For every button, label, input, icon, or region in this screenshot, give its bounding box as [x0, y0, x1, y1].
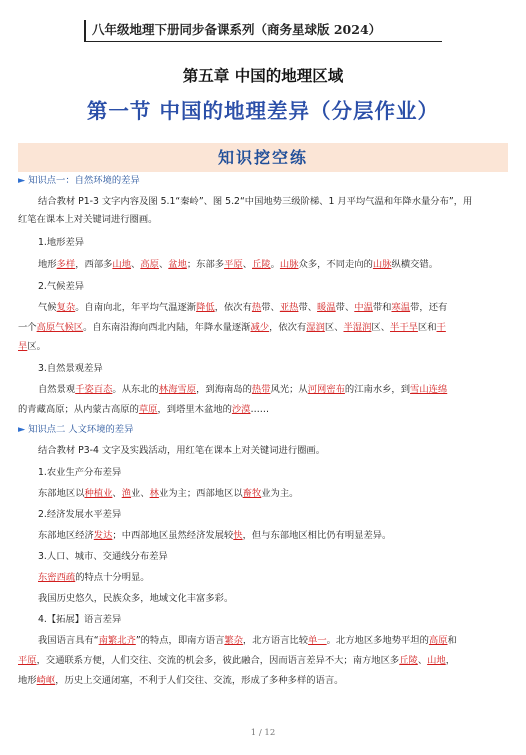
text-segment: 、 — [131, 259, 141, 270]
text-segment: 地形 — [38, 259, 57, 270]
text-line — [18, 340, 510, 354]
answer-blank: 南繁北齐 — [98, 635, 136, 646]
text-line — [18, 634, 510, 648]
answer-blank: 干 — [436, 322, 446, 333]
answer-blank: 丘陵 — [252, 259, 271, 270]
answer-blank: 高原 — [428, 635, 448, 646]
text-segment: 纵横交错。 — [391, 259, 439, 270]
answer-blank: 山地 — [112, 259, 132, 270]
instruction-line — [18, 444, 510, 458]
answer-blank: 亚热 — [279, 302, 299, 313]
knowledge-point-heading — [18, 423, 510, 437]
answer-blank: 半湿润 — [343, 322, 372, 333]
answer-blank: 东密西疏 — [38, 572, 76, 583]
triangle-bullet-icon: ► — [18, 175, 26, 186]
text-segment: 知识点二 人文环境的差异 — [28, 424, 134, 435]
answer-blank: 渔 — [121, 488, 132, 499]
text-segment: 气候 — [38, 302, 57, 313]
section-title: 第一节 中国的地理差异（分层作业） — [86, 99, 440, 123]
answer-blank: 减少 — [250, 322, 270, 333]
text-segment: 地形 — [18, 675, 37, 686]
text-segment: …… — [250, 404, 270, 415]
text-segment: 我国历史悠久，民族众多，地域文化丰富多彩。 — [38, 593, 234, 604]
text-segment: 区、 — [324, 322, 344, 333]
text-segment: ，西部多 — [75, 259, 113, 270]
page-number: 1 / 12 — [250, 728, 276, 738]
text-segment: 东部地区以 — [38, 488, 85, 499]
text-line — [18, 571, 510, 585]
text-segment: 我国语言具有“ — [38, 635, 99, 646]
subheading — [18, 236, 510, 250]
text-segment: 业、 — [131, 488, 150, 499]
answer-blank: 畜牧 — [242, 488, 262, 499]
text-segment: 的江南水乡，到 — [344, 384, 411, 395]
answer-blank: 多样 — [56, 259, 76, 270]
text-segment: 和 — [447, 635, 457, 646]
text-segment: ，历史上交通闭塞，不利于人们交往、交流，形成了多种多样的语言。 — [55, 675, 344, 686]
instruction-line — [18, 195, 510, 209]
text-segment: 区、 — [371, 322, 391, 333]
chapter-title: 第五章 中国的地理区域 — [182, 66, 344, 85]
triangle-bullet-icon: ► — [18, 424, 26, 435]
text-segment: 1.地形差异 — [38, 237, 85, 248]
text-segment: 带、 — [261, 302, 280, 313]
text-segment: 知识点一：自然环境的差异 — [28, 175, 140, 186]
text-line — [18, 529, 510, 543]
text-segment: 风光；从 — [270, 384, 308, 395]
text-segment: ， — [445, 655, 456, 666]
text-segment: 2.经济发展水平差异 — [38, 509, 122, 520]
text-segment: ，但与东部地区相比仍有明显差异。 — [242, 530, 392, 541]
subheading — [18, 613, 510, 627]
series-title: 八年级地理下册同步备课系列（商务星球版 2024） — [84, 20, 442, 42]
answer-blank: 高原气候区 — [36, 322, 84, 333]
text-segment: 1.农业生产分布差异 — [38, 467, 122, 478]
text-line — [18, 487, 510, 501]
text-line — [18, 592, 510, 606]
text-segment: 带、 — [335, 302, 355, 313]
text-segment: 区。 — [27, 341, 46, 352]
answer-blank: 寒温 — [391, 302, 411, 313]
answer-blank: 山脉 — [279, 259, 299, 270]
answer-blank: 盆地 — [168, 259, 187, 270]
knowledge-banner: 知识挖空练 — [18, 143, 508, 172]
answer-blank: 雪山连绵 — [410, 384, 448, 395]
answer-blank: 种植业 — [84, 488, 113, 499]
text-segment: ，依次有 — [269, 322, 307, 333]
answer-blank: 半干旱 — [390, 322, 418, 333]
answer-blank: 草原 — [138, 404, 158, 415]
subheading — [18, 550, 510, 564]
text-segment: ，交通联系方便，人们交往、交流的机会多，彼此融合，因而语言差异不大；南方地区多 — [36, 655, 400, 666]
text-segment: 业为主。 — [261, 488, 299, 499]
text-segment: 带和 — [372, 302, 392, 313]
answer-blank: 高原 — [140, 259, 159, 270]
answer-blank: 繁杂 — [224, 635, 243, 646]
subheading — [18, 362, 510, 376]
knowledge-point-heading — [18, 174, 510, 188]
answer-blank: 林海雪原 — [158, 384, 197, 395]
text-segment: 业为主；西部地区以 — [158, 488, 243, 499]
answer-blank: 山地 — [427, 655, 446, 666]
text-line — [18, 301, 510, 315]
text-segment: 带、 — [298, 302, 318, 313]
answer-blank: 降低 — [196, 302, 215, 313]
text-segment: 4.【拓展】语言差异 — [38, 614, 122, 625]
text-segment: 、 — [158, 259, 169, 270]
text-segment: ；东部多 — [186, 259, 225, 270]
answer-blank: 崎岖 — [36, 675, 56, 686]
answer-blank: 千姿百态 — [75, 384, 113, 395]
text-line — [18, 674, 510, 688]
text-segment: 的特点十分明显。 — [75, 572, 150, 583]
answer-blank: 河网密布 — [307, 384, 345, 395]
text-segment: 带，还有 — [410, 302, 448, 313]
text-segment: ，到塔里木盆地的 — [157, 404, 232, 415]
subheading — [18, 466, 510, 480]
text-segment: 众多，不同走向的 — [298, 259, 373, 270]
answer-blank: 平原 — [224, 259, 243, 270]
text-segment: 。北方地区多地势平坦的 — [326, 635, 429, 646]
answer-blank: 丘陵 — [399, 655, 418, 666]
subheading — [18, 280, 510, 294]
text-segment: 。自东南沿海向西北内陆，年降水量逐渐 — [83, 322, 251, 333]
text-segment: 区和 — [417, 322, 437, 333]
subheading — [18, 508, 510, 522]
text-segment: ”的特点，即南方语言 — [135, 635, 225, 646]
instruction-line — [18, 213, 510, 227]
text-segment: 2.气候差异 — [38, 281, 85, 292]
answer-blank: 旱 — [18, 341, 28, 352]
answer-blank: 快 — [233, 530, 243, 541]
answer-blank: 湿润 — [306, 322, 325, 333]
text-segment: ，北方语言比较 — [242, 635, 309, 646]
answer-blank: 暖温 — [317, 302, 336, 313]
answer-blank: 沙漠 — [231, 404, 251, 415]
text-segment: 、 — [417, 655, 428, 666]
text-segment: 。从东北的 — [112, 384, 159, 395]
text-segment: 、 — [242, 259, 252, 270]
text-segment: 东部地区经济 — [38, 530, 94, 541]
text-line — [18, 403, 510, 417]
answer-blank: 山脉 — [372, 259, 392, 270]
answer-blank: 热带 — [251, 384, 271, 395]
text-segment: 红笔在课本上对关键词进行圈画。 — [18, 214, 158, 225]
answer-blank: 复杂 — [56, 302, 76, 313]
text-segment: 自然景观 — [38, 384, 76, 395]
text-segment: 3.人口、城市、交通线分布差异 — [38, 551, 168, 562]
text-segment: ，到海南岛的 — [196, 384, 252, 395]
answer-blank: 中温 — [354, 302, 373, 313]
answer-blank: 发达 — [93, 530, 113, 541]
text-segment: 。自南向北，年平均气温逐渐 — [75, 302, 197, 313]
text-segment: 的青藏高原；从内蒙古高原的 — [18, 404, 139, 415]
text-line — [18, 321, 510, 335]
text-segment: 结合教材 P3-4 文字及实践活动，用红笔在课本上对关键词进行圈画。 — [38, 445, 326, 456]
text-segment: 3.自然景观差异 — [38, 363, 103, 374]
answer-blank: 单一 — [308, 635, 327, 646]
answer-blank: 平原 — [18, 655, 37, 666]
text-segment: 、 — [112, 488, 122, 499]
text-segment: 一个 — [18, 322, 37, 333]
text-line — [18, 654, 510, 668]
answer-blank: 热 — [251, 302, 262, 313]
text-segment: ；中西部地区虽然经济发展较 — [112, 530, 234, 541]
text-line — [18, 383, 510, 397]
answer-blank: 林 — [149, 488, 159, 499]
text-segment: 结合教材 P1-3 文字内容及图 5.1“秦岭”、图 5.2“中国地势三级阶梯、1 月平均气温和年降水量分布”，用 — [38, 196, 473, 207]
text-line — [18, 258, 510, 272]
text-segment: 。 — [270, 259, 280, 270]
text-segment: ，依次有 — [214, 302, 252, 313]
